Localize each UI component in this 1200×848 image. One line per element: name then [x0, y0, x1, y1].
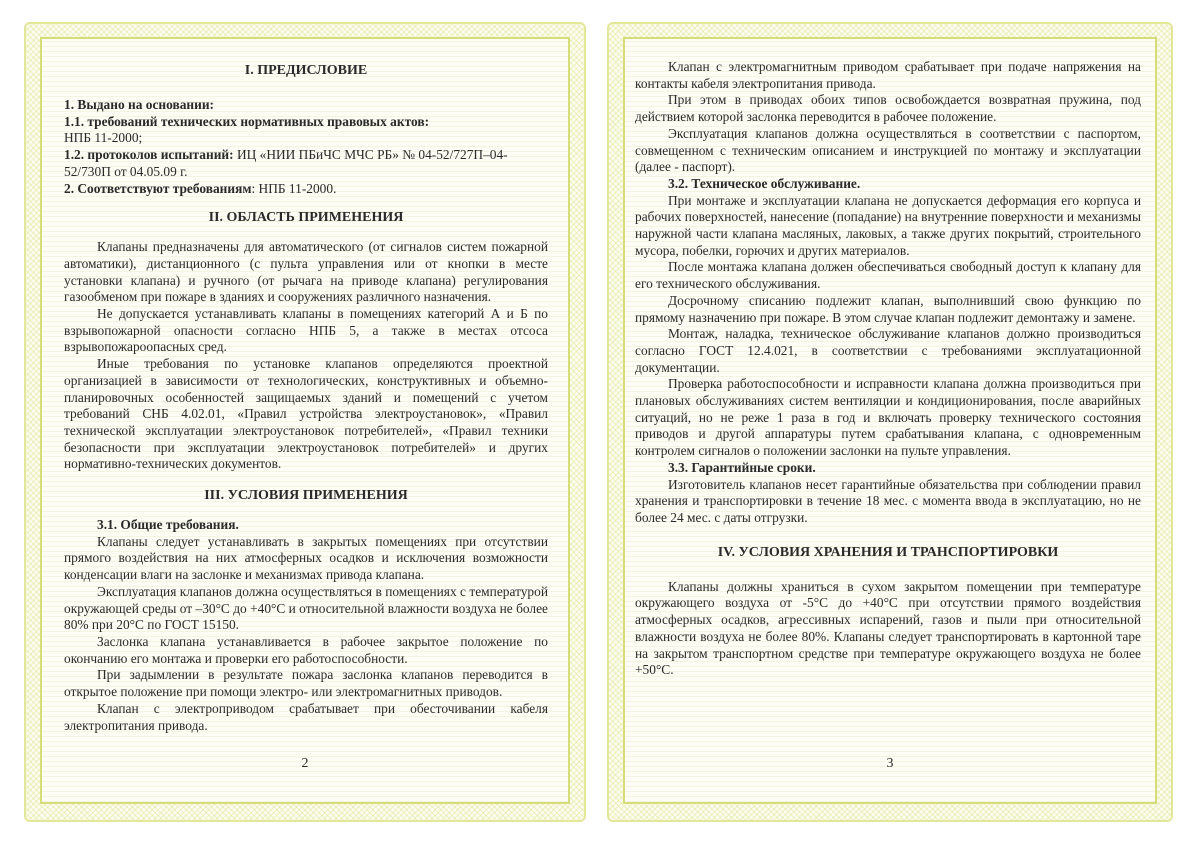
paragraph: Монтаж, наладка, техническое обслуживание клапанов должно производиться согласно ГОСТ 12.4.021, в соответствии с требованиями эксплуатационной документации.: [635, 326, 1141, 375]
item-2: [64, 181, 548, 198]
paragraph: Клапаны должны храниться в сухом закрытом помещении при температуре окружающего воздуха от -5°С до +40°С при отсутствии прямого воздействия атмосферных осадков, агрессивных испарений, газов и пыли при относительной влажности воздуха не более 80%. Клапаны следует транспортировать в картонной таре на закрытом транспортном средстве при температуре окружающего воздуха не более +50°С.: [635, 578, 1141, 678]
paragraph: При этом в приводах обоих типов освобождается возвратная пружина, под действием которой заслонка переводится в рабочее положение.: [635, 92, 1141, 125]
section-title-storage: IV. УСЛОВИЯ ХРАНЕНИЯ И ТРАНСПОРТИРОВКИ: [717, 544, 1059, 560]
section-title-conditions: III. УСЛОВИЯ ПРИМЕНЕНИЯ: [204, 488, 408, 504]
issued-basis-heading: 1. Выдано на основании:: [64, 97, 215, 112]
page-number: 2: [301, 756, 309, 771]
paragraph: Заслонка клапана устанавливается в рабочее закрытое положение по окончанию его монтажа и проверки его работоспособности.: [64, 633, 548, 666]
paragraph: При монтаже и эксплуатации клапана не допускается деформация его корпуса и рабочих поверхностей, нанесение (попадание) на внутренние поверхности и механизмы наружной части клапана масляных, лаковых, а также других покрытий, строительного мусора, побелки, горючих и других материалов.: [635, 192, 1141, 258]
paragraph: После монтажа клапана должен обеспечиваться свободный доступ к клапану для его технического обслуживания.: [635, 259, 1141, 292]
page-number: 3: [886, 756, 894, 771]
paragraph: Досрочному списанию подлежит клапан, выполнивший свою функцию по прямому назначению при пожаре. В этом случае клапан подлежит демонтажу и замене.: [635, 292, 1141, 325]
page-body: [623, 37, 1157, 804]
paragraph: Не допускается устанавливать клапаны в помещениях категорий А и Б по взрывопожарной опасности согласно НПБ 5, а также в местах отсоса взрывопожароопасных сред.: [64, 306, 548, 355]
paragraph: Иные требования по установке клапанов определяются проектной организацией в зависимости от технологических, конструктивных и объемно-планировочных особенностей защищаемых зданий и помещений с учетом требований СНБ 4.02.01, «Правил устройства электроустановок», «Правил технической эксплуатации электроустановок потребителей», «Правил техники безопасности при эксплуатации электроустановок потребителей» и других нормативно-технических документов.: [64, 356, 548, 472]
item-1-2-label: 1.2. протоколов испытаний:: [64, 147, 234, 163]
subsection-title: 3.3. Гарантийные сроки.: [668, 459, 816, 475]
paragraph: Эксплуатация клапанов должна осуществляться в соответствии с паспортом, совмещенном с техническим описанием и инструкцией по монтажу и эксплуатации (далее - паспорт).: [635, 125, 1141, 175]
paragraph: Клапан с электроприводом срабатывает при обесточивании кабеля электропитания привода.: [64, 700, 548, 733]
paragraph: Клапаны предназначены для автоматического (от сигналов систем пожарной автоматики), дистанционного (с пульта управления или от кнопки в месте установки клапана) и ручного (от рычага на приводе клапана) регулирования газообменом при пожаре в зданиях и сооружениях различного назначения.: [64, 239, 548, 305]
paragraph: Проверка работоспособности и исправности клапана должна производиться при плановых обслуживаниях систем вентиляции и кондиционирования, после аварийных ситуаций, но не реже 1 раза в год и включать проверку технического состояния приводов и другой аппаратуры путем срабатывания клапана, с одновременным контролем сигналов о положении заслонки на пульте управления.: [635, 376, 1141, 459]
item-1-2-value: ИЦ «НИИ ПБиЧС МЧС РБ» № 04-52/727П–04-52/730П от 04.05.09 г.: [64, 147, 508, 179]
section-title-foreword: I. ПРЕДИСЛОВИЕ: [244, 63, 368, 78]
page-right: [607, 22, 1173, 822]
paragraph: Изготовитель клапанов несет гарантийные обязательства при соблюдении правил хранения и транспортировки в течение 18 мес. с момента ввода в эксплуатацию, но не более 24 мес. с даты отгрузки.: [635, 476, 1141, 525]
paragraph: Эксплуатация клапанов должна осуществляться в помещениях с температурой окружающей среды от –30°С до +40°С и относительной влажности воздуха не более 80% при 20°С по ГОСТ 15150.: [64, 583, 548, 633]
paragraph: Клапан с электромагнитным приводом срабатывает при подаче напряжения на контакты кабеля электропитания привода.: [635, 59, 1141, 91]
page-body: [40, 37, 570, 804]
item-1-1-value: НПБ 11-2000;: [64, 130, 143, 146]
item-1-1-label: 1.1. требований технических нормативных правовых актов:: [64, 113, 430, 129]
subsection-title: 3.1. Общие требования.: [97, 517, 239, 533]
page-content: [635, 59, 1141, 679]
paragraph: Клапаны следует устанавливать в закрытых помещениях при отсутствии прямого воздействия на них атмосферных осадков и исключения возможности конденсации влаги на заслонке и механизмах привода клапана.: [64, 533, 548, 583]
paragraph: При задымлении в результате пожара заслонка клапанов переводится в открытое положение при помощи электро- или электромагнитных приводов.: [64, 667, 548, 700]
section-title-scope: II. ОБЛАСТЬ ПРИМЕНЕНИЯ: [208, 210, 404, 226]
page-left: [24, 22, 586, 822]
subsection-title: 3.2. Техническое обслуживание.: [668, 175, 861, 191]
item-1-2: [64, 147, 548, 180]
page-content: [64, 59, 548, 734]
item-2-label: 2. Соответствуют требованиям: [64, 180, 252, 196]
item-2-value: : НПБ 11-2000.: [251, 180, 337, 196]
